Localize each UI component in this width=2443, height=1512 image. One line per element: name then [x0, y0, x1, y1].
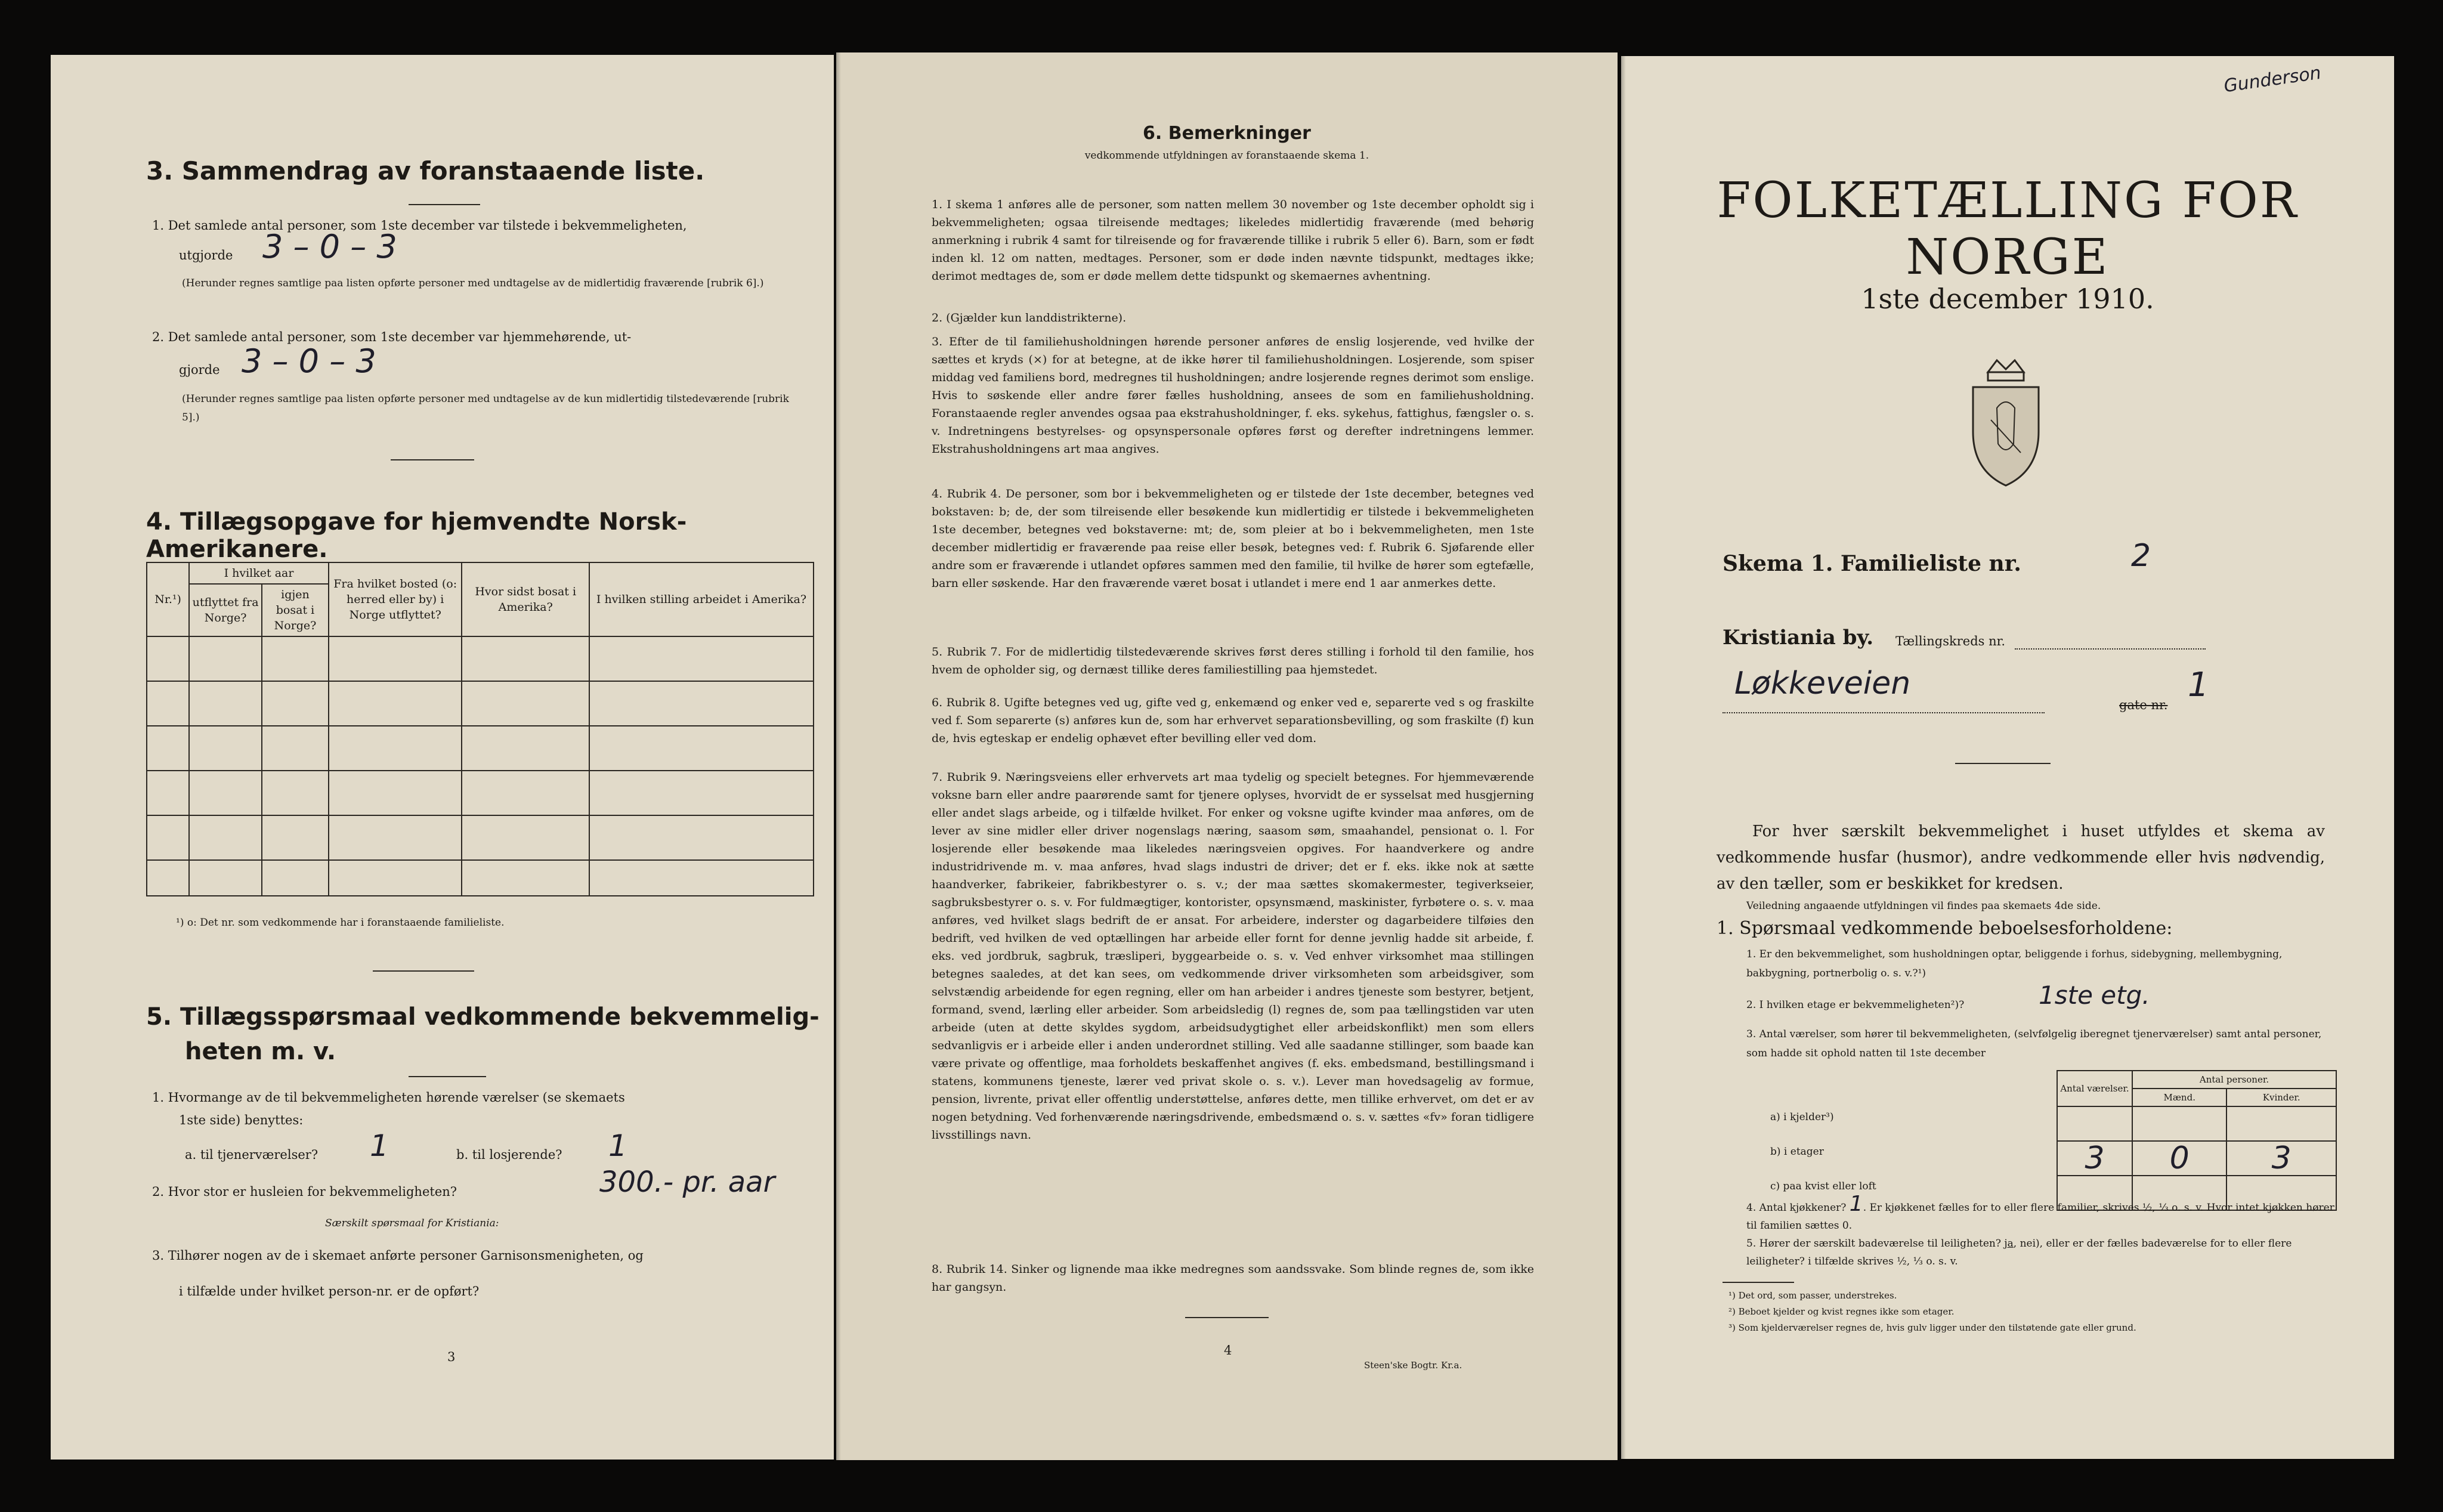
- col-women: Kvinder.: [2226, 1089, 2336, 1106]
- q1-3: 3. Antal værelser, som hører til bekvemmeligheten, (selvfølgelig iberegnet tjenerværelser) samt antal personer, som hadde sit ophold natten til 1ste december: [1746, 1028, 2322, 1059]
- table-footnote: ¹) o: Det nr. som vedkommende har i foranstaaende familieliste.: [176, 917, 505, 929]
- divider: [373, 970, 474, 972]
- coat-of-arms-icon: [1955, 354, 2057, 491]
- guidance-text: Veiledning angaaende utfyldningen vil findes paa skemaets 4de side.: [1746, 900, 2101, 912]
- s5-q2: 2. Hvor stor er husleien for bekvemmeligheten?: [152, 1185, 457, 1199]
- section-3-title: 3. Sammendrag av foranstaaende liste.: [146, 156, 705, 185]
- q1-5-label: 5. Hører der særskilt badeværelse til leiligheten?: [1746, 1238, 2001, 1250]
- skema-value: 2: [2131, 538, 2151, 574]
- city-label: Kristiania by.: [1723, 626, 1874, 650]
- row-attic-label: c) paa kvist eller loft: [1770, 1180, 1876, 1192]
- remark-3: 3. Efter de til familiehusholdningen hørende personer anføres de enslig losjerende, ved hvilke der sættes et kryds (×) for at betegne, at de ikke hører til familiehusholdningen. Losjerende, som spiser middag ved familiens bord, medregnes til husholdningen; andre losjerende regnes derimot som enslige. Hvis to søskende eller andre fører fælles husholdning, ansees de som en familiehusholdning. Foranstaaende regler anvendes ogsaa paa ekstrahusholdninger, f. eks. sykehus, fattighus, fængsler o. s. v. Indretningens bestyrelses- og opsynspersonale opføres først og derefter indretningens lemmer. Ekstrahusholdningens art maa angives.: [932, 335, 1534, 456]
- row-cellar-label: a) i kjelder³): [1770, 1111, 1834, 1123]
- form-date: 1ste december 1910.: [1861, 283, 2154, 315]
- footnote-1: ¹) Det ord, som passer, understrekes.: [1728, 1290, 1897, 1301]
- s5-special-label: Særskilt spørsmaal for Kristiania:: [325, 1217, 499, 1229]
- footnote-2: ²) Beboet kjelder og kvist regnes ikke som etager.: [1728, 1306, 1955, 1317]
- col-emigrated: utflyttet fra Norge?: [189, 584, 262, 636]
- returnee-table: [146, 562, 814, 896]
- q2-note: (Herunder regnes samtlige paa listen opførte personer med undtagelse av de kun midlertidig tilstedeværende [rubrik 5].): [182, 393, 789, 423]
- remark-1: 1. I skema 1 anføres alle de personer, som natten mellem 30 november og 1ste december opholdt sig i bekvemmeligheten; ogsaa tilreisende medtages; likeledes midlertidig fraværende (med behørig anmerkning i rubrik 4 samt for tilreisende og for fraværende tillike i rubrik 5 eller 6). Barn, som er født inden kl. 12 om natten, medtages. Personer, som er døde inden nævnte tidspunkt, medtages ikke; derimot medtages de, som er døde mellem dette tidspunkt og skemaernes avhentning.: [932, 198, 1534, 283]
- s5-q1-b-value: 1: [608, 1128, 627, 1163]
- col-from-where: Fra hvilket bosted (o: herred eller by) i Norge utflyttet?: [329, 562, 462, 636]
- s5-q1-a: a. til tjenerværelser?: [185, 1148, 318, 1162]
- divider: [409, 1076, 486, 1077]
- divider: [1723, 1282, 1794, 1283]
- remarks-subtitle: vedkommende utfyldningen av foranstaaende skema 1.: [1084, 150, 1369, 162]
- page-3: [51, 55, 834, 1460]
- q1-2: 2. I hvilken etage er bekvemmeligheten²)?: [1746, 999, 1965, 1011]
- s5-q2-value: 300.- pr. aar: [599, 1165, 775, 1199]
- remark-6: 6. Rubrik 8. Ugifte betegnes ved ug, gifte ved g, enkemænd og enker ved e, separerte ved s og fraskilte ved f. Som separerte (s) anføres kun de, som har erhvervet separationsbevilling, og som fraskilte (f) kun de, hvis egteskap er endelig ophævet efter bevilling eller ved dom.: [932, 696, 1534, 745]
- q1-title: 1. Spørsmaal vedkommende beboelsesforholdene:: [1717, 918, 2173, 939]
- divider: [409, 204, 480, 205]
- q1-2-value: 1ste etg.: [2039, 981, 2150, 1010]
- form-title: FOLKETÆLLING FOR NORGE: [1717, 172, 2299, 286]
- kreds-label: Tællingskreds nr.: [1895, 634, 2006, 648]
- section-5-title-cont: heten m. v.: [185, 1038, 336, 1065]
- section-5-title: 5. Tillægsspørsmaal vedkommende bekvemmelig-: [146, 1003, 820, 1031]
- col-returned: igjen bosat i Norge?: [262, 584, 329, 636]
- s5-q3: 3. Tilhører nogen av de i skemaet anførte personer Garnisonsmenigheten, og: [152, 1248, 644, 1263]
- col-men: Mænd.: [2132, 1089, 2226, 1106]
- page-number: 3: [447, 1350, 456, 1364]
- s5-q1-cont: 1ste side) benyttes:: [179, 1113, 304, 1127]
- intro-text: For hver særskilt bekvemmelighet i huset utfyldes et skema av vedkommende husfar (husmor), andre vedkommende eller hvis nødvendig, av den tæller, som er beskikket for kredsen.: [1717, 823, 2325, 893]
- q1-5-rest: , nei), eller er der fælles badeværelse for to eller flere leiligheter? i tilfælde skrives ½, ⅓ o. s. v.: [1746, 1238, 2292, 1267]
- q1-5: [1746, 1235, 2337, 1270]
- remark-8: 8. Rubrik 14. Sinker og lignende maa ikke medregnes som aandssvake. Som blinde regnes de, som ikke har gangsyn.: [932, 1263, 1534, 1294]
- street-line: [1723, 712, 2045, 713]
- q1-4: [1746, 1192, 2337, 1235]
- row-floors-label: b) i etager: [1770, 1146, 1824, 1158]
- q1-4-label: 4. Antal kjøkkener?: [1746, 1202, 1847, 1214]
- floor-women: 3: [2226, 1141, 2336, 1176]
- s5-q1-a-value: 1: [370, 1128, 389, 1163]
- remark-5: 5. Rubrik 7. For de midlertidig tilstedeværende skrives først deres stilling i forhold til den familie, hos hvem de opholder sig, og dernæst tillike deres familiestilling paa hjemstedet.: [932, 645, 1534, 676]
- gate-value: 1: [2188, 666, 2209, 704]
- remark-4: 4. Rubrik 4. De personer, som bor i bekvemmeligheten og er tilstede der 1ste december, betegnes ved bokstaven: b; de, der som tilreisende eller besøkende kun midlertidig er tilstede i bekvemmeligheten 1ste december, betegnes ved bokstaverne: mt; de, som pleier at bo i bekvemmeligheten, men 1ste december midlertidig er fraværende paa reise eller besøk, betegnes ved: f. Rubrik 6. Sjøfarende eller andre som er fraværende i utlandet opføres sammen med den familie, til hvilke de hører som egtefælle, barn eller søskende. Har den fraværende været bosat i utlandet i mere end 1 aar anmerkes dette.: [932, 487, 1534, 590]
- corner-annotation: Gunderson: [2222, 62, 2323, 97]
- col-year-group: I hvilket aar: [189, 562, 329, 584]
- q1-1: 1. Er den bekvemmelighet, som husholdningen optar, beliggende i forhus, sidebygning, mellembygning, bakbygning, portnerbolig o. s. v.?¹): [1746, 948, 2283, 979]
- page-number: 4: [1224, 1343, 1232, 1358]
- q1-5-value: ja: [2004, 1238, 2014, 1250]
- remarks-title: 6. Bemerkninger: [1143, 123, 1311, 144]
- remark-7: 7. Rubrik 9. Næringsveiens eller erhvervets art maa tydelig og specielt betegnes. For hjemmeværende voksne barn eller andre paarørende samt for tjenere oplyses, hvorvidt de er sysselsat med husgjerning eller andet slags arbeide, og i tilfælde hvilket. For enker og voksne ugifte kvinder maa anføres, om de lever av sine midler eller driver nogenslags næring, saasom søm, smaahandel, pensionat o. l. For losjerende eller besøkende maa likeledes næringsveien opgives. For haandverkere og andre industridrivende m. v. maa anføres, hvad slags industri de driver; det er f. eks. ikke nok at sætte haandverker, fabrikeier, fabrikbestyrer o. s. v.; der maa sættes skomakermester, tegiverkseier, sagbruksbestyrer o. s. v. For fuldmægtiger, kontorister, opsynsmænd, maskinister, fyrbøtere o. s. v. maa anføres, ved hvilket slags bedrift de er ansat. For arbeidere, inderster og dagarbeidere tilføies den bedrift, ved hvilken de ved optællingen har arbeide eller fornt for denne jevnlig hadde sit arbeide, f. eks. ved jordbruk, sagbruk, træsliperi, byggearbeide o. s. v. Ved enhver virksomhet maa stillingen betegnes saaledes, at det kan sees, om vedkommende driver virksomheten som arbeidsgiver, som selvstændig arbeidende for egen regning, eller om han arbeider i andres tjeneste som bestyrer, betjent, formand, svend, lærling eller arbeider. Som arbeidsledig (l) regnes de, som paa tællingstiden var uten arbeide (uten at dette skyldes sygdom, arbeidsudygtighet eller arbeidskonflikt) men som ellers sedvanligvis er i arbeide eller i anden underordnet stilling. Ved alle saadanne stillinger, som baade kan være private og offentlige, maa forholdets beskaffenhet angives (f. eks. embedsmand, bestillingsmand i statens, kommunens tjeneste, lærer ved privat skole o. s. v.). Lever man hovedsagelig av formue, pension, livrente, privat eller offentlig understøttelse, anføres dette, men tillike erhvervet, om det er av nogen betydning. Ved forhenværende næringsdrivende, embedsmænd o. s. v. sættes «fv» foran tidligere livsstillings navn.: [932, 771, 1534, 1142]
- q1-4-value: 1: [1849, 1192, 1863, 1216]
- s5-q1: 1. Hvormange av de til bekvemmeligheten hørende værelser (se skemaets: [152, 1090, 625, 1105]
- q2-value: 3 – 0 – 3: [242, 342, 376, 380]
- col-nr: Nr.¹): [147, 562, 189, 636]
- cellar-women: [2226, 1106, 2336, 1141]
- col-rooms: Antal værelser.: [2057, 1071, 2132, 1106]
- s5-q1-b: b. til losjerende?: [456, 1148, 562, 1162]
- cellar-men: [2132, 1106, 2226, 1141]
- q2-gjorde-label: gjorde: [179, 363, 220, 377]
- cellar-rooms: [2057, 1106, 2132, 1141]
- floor-rooms: 3: [2057, 1141, 2132, 1176]
- col-last-america: Hvor sidst bosat i Amerika?: [462, 562, 589, 636]
- q1-note: (Herunder regnes samtlige paa listen opførte personer med undtagelse av de midlertidig fraværende [rubrik 6].): [182, 277, 764, 289]
- q2-text: 2. Det samlede antal personer, som 1ste december var hjemmehørende, ut-: [152, 330, 632, 344]
- section-4-title: 4. Tillægsopgave for hjemvendte Norsk-Amerikanere.: [146, 508, 687, 563]
- remark-2: 2. (Gjælder kun landdistrikterne).: [932, 311, 1127, 324]
- col-occupation: I hvilken stilling arbeidet i Amerika?: [589, 562, 814, 636]
- col-persons: Antal personer.: [2132, 1071, 2336, 1089]
- page-4: [836, 52, 1618, 1460]
- s5-q3-cont: i tilfælde under hvilket person-nr. er de opført?: [179, 1284, 480, 1298]
- printer-imprint: Steen'ske Bogtr. Kr.a.: [1364, 1360, 1462, 1371]
- divider: [1955, 763, 2051, 764]
- footnote-3: ³) Som kjelderværelser regnes de, hvis gulv ligger under den tilstøtende gate eller grund.: [1728, 1322, 2136, 1333]
- occupancy-table: [2057, 1070, 2337, 1211]
- divider: [391, 459, 474, 460]
- q1-utgjorde-label: utgjorde: [179, 248, 233, 262]
- page-fold: [836, 52, 841, 1460]
- floor-men: 0: [2132, 1141, 2226, 1176]
- q1-text: 1. Det samlede antal personer, som 1ste december var tilstede i bekvemmeligheten,: [152, 218, 687, 233]
- page-1: [1621, 56, 2394, 1459]
- skema-label: Skema 1. Familieliste nr.: [1723, 551, 2021, 576]
- q1-4-rest: . Er kjøkkenet fælles for to eller flere familier, skrives ½, ⅓ o. s. v. Hvor intet kjøkken hører til familien sættes 0.: [1746, 1202, 2334, 1232]
- kreds-line: [2015, 648, 2206, 650]
- street-value: Løkkeveien: [1734, 666, 1911, 701]
- q1-value: 3 – 0 – 3: [262, 228, 397, 265]
- gate-label: gate nr.: [2119, 698, 2168, 712]
- divider: [1185, 1317, 1269, 1318]
